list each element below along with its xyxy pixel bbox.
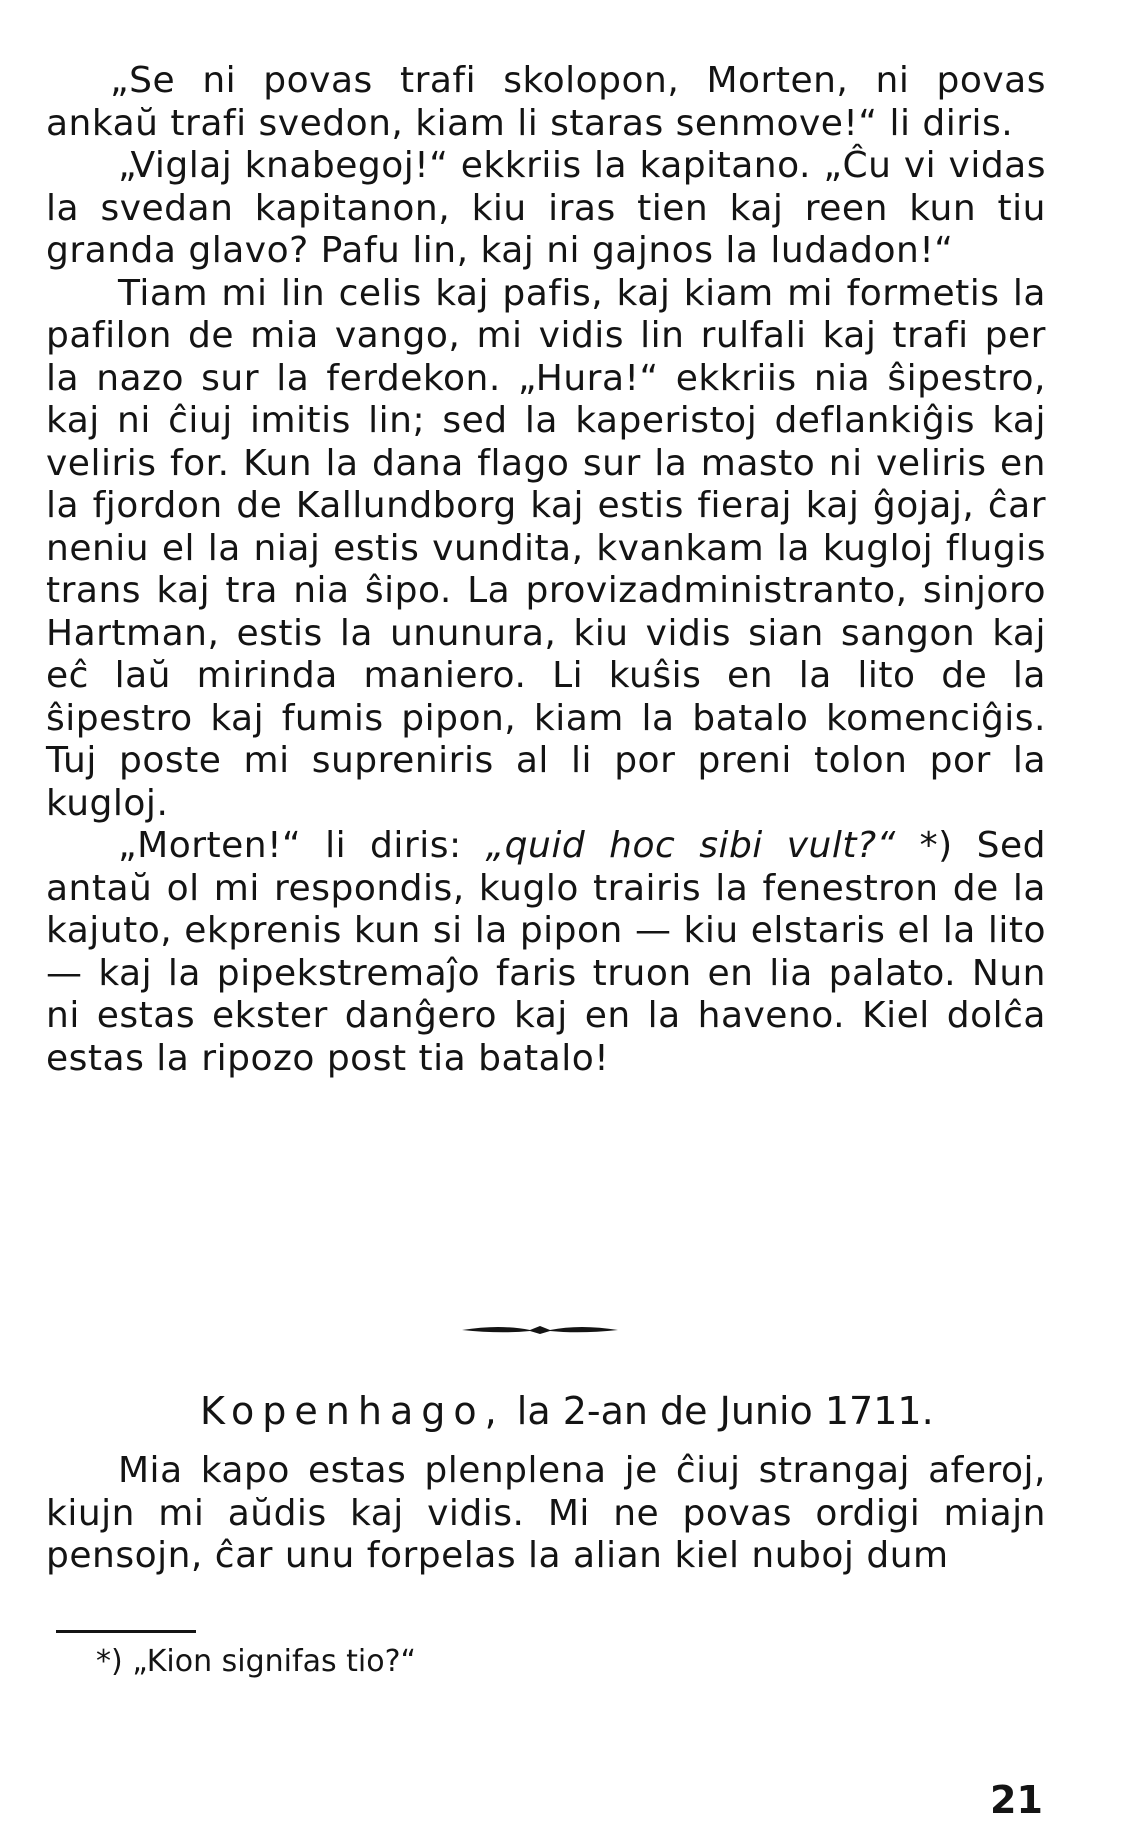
latin-quote: „quid hoc sibi vult?“ [485, 825, 896, 866]
dateline [200, 1388, 1040, 1434]
page-number: 21 [990, 1778, 1043, 1822]
footnote-text: „Kion signifas tio?“ [132, 1644, 417, 1679]
dateline-date: la 2-an de Junio 1711. [516, 1389, 934, 1433]
quote-prefix: „Morten!“ li diris: [118, 825, 486, 866]
paragraph-with-quote [46, 825, 1046, 1080]
paragraph: Mia kapo estas plenplena je ĉiuj strangaj aferoj, kiujn mi aŭdis kaj vidis. Mi ne povas ordigi miajn pensojn, ĉar unu forpelas la alian kiel nuboj dum [46, 1450, 1046, 1576]
dateline-city: Kopenhago, [200, 1389, 505, 1433]
footnote-divider [56, 1630, 196, 1633]
paragraph: Tiam mi lin celis kaj pafis, kaj kiam mi formetis la pafilon de mia vango, mi vidis lin rulfali kaj trafi per la nazo sur la ferdekon. „Hura!“ ekkriis nia ŝipestro, kaj ni ĉiuj imitis lin; sed la kaperistoj deflankiĝis kaj veliris for. Kun la dana flago sur la masto ni veliris en la fjordon de Kallundborg kaj estis fieraj kaj ĝojaj, ĉar neniu el la niaj estis vundita, kvankam la kugloj flugis trans kaj tra nia ŝipo. La provizadministranto, sinjoro Hartman, estis la ununura, kiu vidis sian sangon kaj eĉ laŭ mirinda maniero. Li kuŝis en la lito de la ŝipestro kaj fumis pipon, kiam la batalo komenciĝis. Tuj poste mi supreniris al li por preni tolon por la kugloj. [46, 272, 1046, 824]
paragraph: „Se ni povas trafi skolopon, Morten, ni povas ankaŭ trafi svedon, kiam li staras senmove!“ li diris. [46, 60, 1046, 144]
main-text [46, 60, 1046, 1080]
quote-continuation: Sed antaŭ ol mi respondis, kuglo trairis la fenestron de la kajuto, ekprenis kun si la pipon — kiu elstaris el la lito — kaj la pipekstremaĵo faris truon en lia palato. Nun ni estas ekster danĝero kaj en la haveno. Kiel dolĉa estas la ripozo post tia batalo! [46, 825, 1046, 1079]
footnote [96, 1642, 796, 1682]
second-entry-text [46, 1450, 1046, 1578]
section-ornament [460, 1320, 620, 1340]
paragraph: „Viglaj knabegoj!“ ekkriis la kapitano. „Ĉu vi vidas la svedan kapitanon, kiu iras tien kaj reen kun tiu granda glavo? Pafu lin, kaj ni gajnos la ludadon!“ [46, 145, 1046, 271]
footnote-reference: *) [895, 825, 953, 866]
footnote-mark: *) [96, 1644, 123, 1679]
